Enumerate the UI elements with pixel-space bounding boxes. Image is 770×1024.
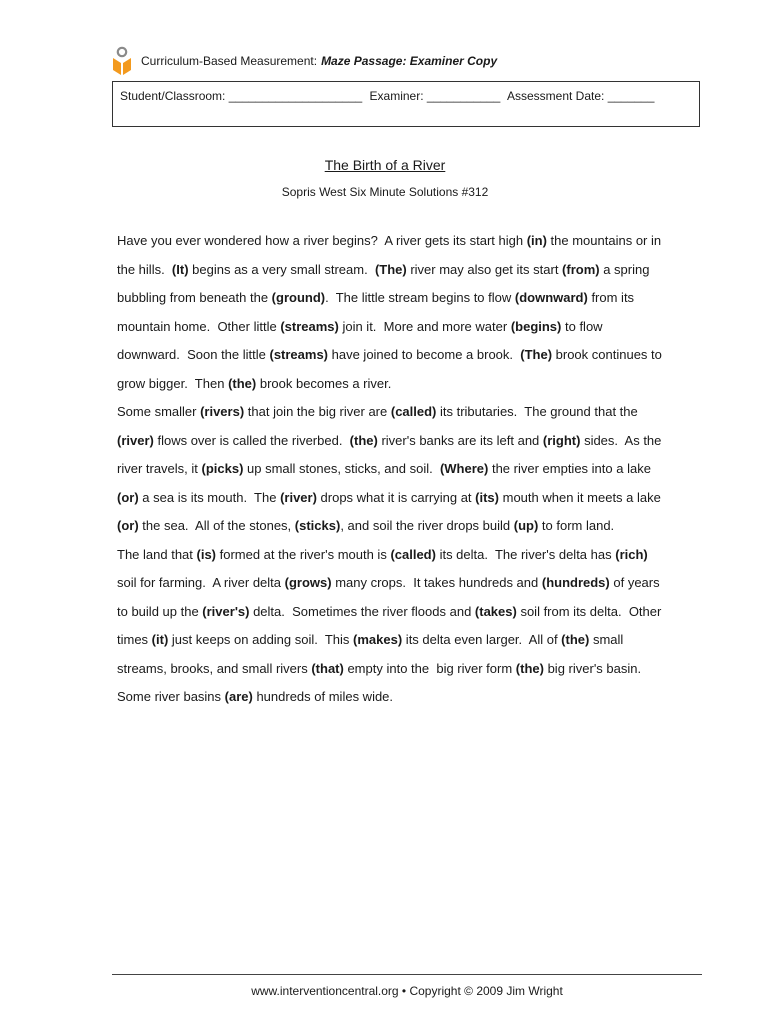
passage-text: to flow [561, 318, 603, 334]
intervention-central-logo-icon [112, 46, 132, 76]
maze-answer-word: (hundreds) [541, 575, 610, 590]
passage-text: Some river basins [117, 689, 225, 704]
passage-text: hundreds of miles wide. [252, 689, 394, 704]
maze-answer-word: (the) [515, 660, 544, 676]
passage-text: small [589, 632, 624, 647]
passage-text: its tributaries. The ground that the [436, 404, 638, 419]
passage-text: begins as a very small stream. [188, 261, 375, 277]
passage-text: its delta. The river's delta has [435, 546, 616, 562]
maze-answer-word: (the) [561, 632, 590, 647]
passage-text: mouth when it meets a lake [499, 489, 661, 505]
passage-line [117, 284, 707, 313]
passage-text: soil from its delta. Other [516, 603, 662, 619]
maze-answer-word: (or) [117, 489, 139, 505]
maze-answer-word: (Where) [439, 461, 489, 476]
passage-text: Some smaller [117, 404, 201, 419]
maze-answer-word: (grows) [284, 575, 332, 590]
passage-text: flows over is called the riverbed. [153, 432, 350, 448]
passage-line [117, 256, 707, 285]
maze-answer-word: (river's) [202, 603, 250, 619]
maze-answer-word: (the) [349, 432, 378, 448]
maze-answer-word: (right) [542, 432, 581, 448]
passage-text: brook becomes a river. [256, 375, 392, 391]
passage-line [117, 313, 707, 342]
maze-answer-word: (streams) [269, 347, 329, 362]
passage-text: of years [609, 575, 660, 590]
assessment-date-field: Assessment Date: _______ [506, 89, 655, 103]
passage-text: sides. As the [580, 432, 662, 448]
maze-answer-word: (that) [311, 660, 344, 676]
passage-line [117, 598, 707, 627]
passage-text: drops what it is carrying at [316, 489, 476, 505]
maze-answer-word: (called) [390, 546, 436, 562]
passage-text: The land that [117, 546, 197, 562]
passage-text: downward. Soon the little [117, 347, 270, 362]
passage-line [117, 227, 707, 256]
footer-divider [112, 974, 702, 975]
page-header [112, 44, 497, 78]
passage-text: that join the big river are [244, 404, 391, 419]
maze-answer-word: (called) [390, 404, 437, 419]
passage-text: river's banks are its left and [377, 432, 543, 448]
header-prefix: Curriculum-Based Measurement: [141, 54, 318, 68]
passage-text: the hills. [117, 261, 172, 277]
passage-line [117, 683, 707, 712]
passage-text: bubbling from beneath the [117, 290, 272, 305]
document-title [0, 157, 770, 173]
maze-answer-word: (It) [171, 261, 189, 277]
passage-text: the sea. All of the stones, [138, 518, 295, 533]
passage-text: to build up the [117, 603, 203, 619]
passage-text: big river's basin. [543, 660, 642, 676]
maze-answer-word: (the) [228, 375, 257, 391]
passage-line [117, 512, 707, 541]
maze-answer-word: (makes) [353, 632, 403, 647]
maze-answer-word: (up) [513, 518, 539, 533]
passage-text: streams, brooks, and small rivers [117, 660, 312, 676]
passage-text: the river empties into a lake [488, 461, 651, 476]
passage-text: river travels, it [117, 461, 202, 476]
passage-text: a spring [599, 261, 650, 277]
maze-answer-word: (from) [562, 261, 600, 277]
passage-text: formed at the river's mouth is [216, 546, 391, 562]
maze-answer-word: (The) [374, 261, 407, 277]
maze-answer-word: (its) [475, 489, 499, 505]
maze-answer-word: (is) [196, 546, 216, 562]
passage-text: mountain home. Other little [117, 318, 281, 334]
passage-text: delta. Sometimes the river floods and [249, 603, 475, 619]
maze-answer-word: (in) [526, 233, 547, 248]
passage-text: just keeps on adding soil. This [168, 632, 354, 647]
student-classroom-field: Student/Classroom: ____________________ [120, 89, 363, 103]
passage-text: . The little stream begins to flow [325, 290, 515, 305]
student-info-box [112, 81, 700, 127]
passage-line [117, 427, 707, 456]
maze-passage [117, 227, 707, 712]
maze-answer-word: (river) [117, 432, 154, 448]
passage-text: grow bigger. Then [117, 375, 229, 391]
maze-answer-word: (takes) [474, 603, 517, 619]
passage-line [117, 541, 707, 570]
passage-line [117, 341, 707, 370]
passage-text: brook continues to [552, 347, 662, 362]
passage-text: the mountains or in [546, 233, 662, 248]
document-subtitle: Sopris West Six Minute Solutions #312 [281, 185, 489, 199]
maze-answer-word: (rich) [615, 546, 648, 562]
passage-text: soil for farming. A river delta [117, 575, 285, 590]
passage-text: times [117, 632, 152, 647]
passage-text: from its [587, 290, 635, 305]
maze-answer-word: (begins) [510, 318, 562, 334]
passage-line [117, 484, 707, 513]
passage-line [117, 370, 707, 399]
passage-text: have joined to become a brook. [328, 347, 521, 362]
passage-text: empty into the big river form [343, 660, 516, 676]
header-title: Maze Passage: Examiner Copy [321, 54, 498, 68]
passage-text: up small stones, sticks, and soil. [243, 461, 440, 476]
page-footer: www.interventioncentral.org • Copyright © 2009 Jim Wright [251, 984, 563, 998]
maze-answer-word: (or) [117, 518, 139, 533]
passage-line [117, 569, 707, 598]
passage-line [117, 455, 707, 484]
maze-answer-word: (rivers) [200, 404, 245, 419]
passage-text: join it. More and more water [338, 318, 511, 334]
passage-text: Have you ever wondered how a river begins? A river gets its start high [117, 233, 527, 248]
maze-answer-word: (The) [520, 347, 553, 362]
maze-answer-word: (ground) [271, 290, 326, 305]
passage-text: to form land. [538, 518, 615, 533]
maze-answer-word: (river) [280, 489, 317, 505]
passage-text: a sea is its mouth. The [138, 489, 281, 505]
passage-text: its delta even larger. All of [402, 632, 562, 647]
passage-line [117, 655, 707, 684]
maze-answer-word: (picks) [201, 461, 244, 476]
maze-answer-word: (are) [224, 689, 253, 704]
maze-answer-word: (sticks) [294, 518, 341, 533]
document-title-text: The Birth of a River [324, 157, 446, 173]
passage-line [117, 626, 707, 655]
maze-answer-word: (it) [151, 632, 169, 647]
maze-answer-word: (streams) [280, 318, 339, 334]
maze-answer-word: (downward) [514, 290, 588, 305]
passage-text: river may also get its start [406, 261, 563, 277]
examiner-field: Examiner: ___________ [369, 89, 501, 103]
passage-line [117, 398, 707, 427]
passage-text: many crops. It takes hundreds and [331, 575, 542, 590]
passage-text: , and soil the river drops build [340, 518, 514, 533]
